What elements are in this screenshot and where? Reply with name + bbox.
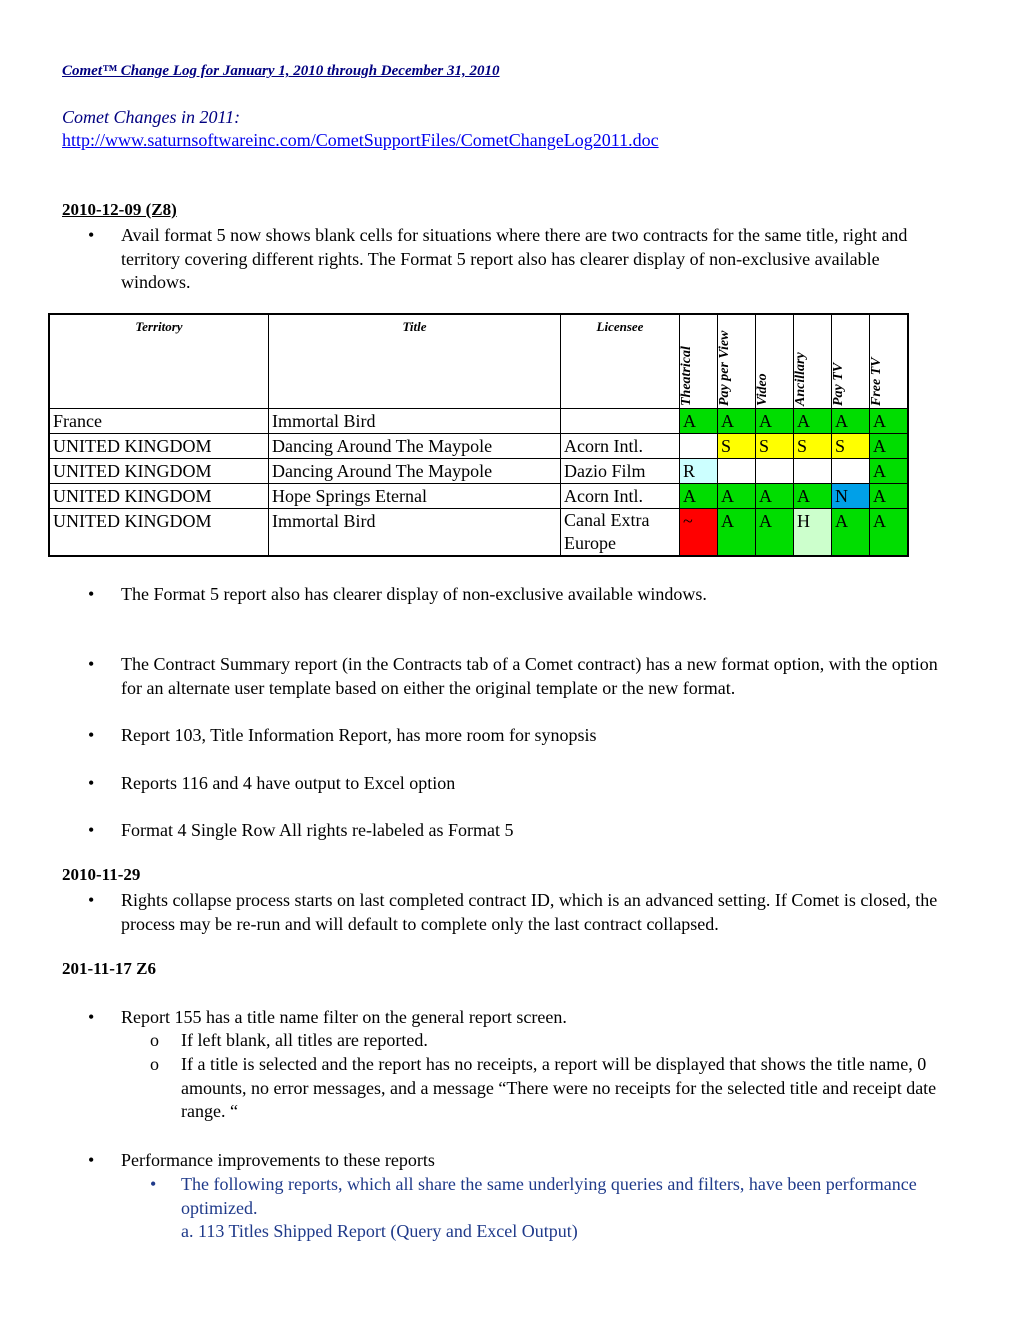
cell-title: Hope Springs Eternal xyxy=(269,484,561,509)
header-territory: Territory xyxy=(135,319,183,334)
bullet-item xyxy=(88,772,928,796)
bullet-icon: • xyxy=(88,584,95,604)
right-cell: A xyxy=(718,484,756,509)
right-cell: A xyxy=(680,409,718,434)
cell-title: Immortal Bird xyxy=(269,409,561,434)
right-cell: A xyxy=(756,509,794,557)
bullet-text: Avail format 5 now shows blank cells for situations where there are two contracts for the same title, right and territory covering different rights. The Format 5 report also has clearer display of non-exclusive available windows. xyxy=(121,225,908,292)
bullet-item xyxy=(88,1149,928,1173)
bullet-item xyxy=(88,583,928,607)
cell-territory: UNITED KINGDOM xyxy=(49,434,269,459)
bullet-icon: • xyxy=(88,225,95,245)
cell-licensee: Canal Extra Europe xyxy=(561,509,680,557)
cell-territory: UNITED KINGDOM xyxy=(49,509,269,557)
circle-bullet-icon: o xyxy=(150,1054,159,1074)
bullet-icon: • xyxy=(88,1150,95,1170)
sub-bullet-text: The following reports, which all share the same underlying queries and filters, have been performance optimized. xyxy=(181,1174,917,1218)
right-cell xyxy=(832,459,870,484)
cell-territory: France xyxy=(49,409,269,434)
bullet-text: Report 103, Title Information Report, has more room for synopsis xyxy=(121,725,597,745)
bullet-text: The Contract Summary report (in the Contracts tab of a Comet contract) has a new format option, with the option for an alternate user template based on either the original template or the new format. xyxy=(121,654,938,698)
right-cell: H xyxy=(794,509,832,557)
right-cell: N xyxy=(832,484,870,509)
avail-format5-table xyxy=(48,313,909,557)
bullet-text: Report 155 has a title name filter on the general report screen. xyxy=(121,1007,567,1027)
table-row xyxy=(49,509,908,557)
cell-title: Dancing Around The Maypole xyxy=(269,434,561,459)
right-cell: A xyxy=(832,409,870,434)
bullet-text: The Format 5 report also has clearer display of non-exclusive available windows. xyxy=(121,584,707,604)
section-heading-201-11-17: 201-11-17 Z6 xyxy=(62,959,156,978)
sub-bullet-text: If left blank, all titles are reported. xyxy=(181,1030,428,1050)
bullet-icon: • xyxy=(88,773,95,793)
cell-licensee xyxy=(561,409,680,434)
sub-bullet-item xyxy=(150,1029,970,1053)
table-row xyxy=(49,459,908,484)
right-cell: S xyxy=(832,434,870,459)
changelog-2011-link[interactable]: http://www.saturnsoftwareinc.com/CometSupportFiles/CometChangeLog2011.doc xyxy=(62,130,659,150)
cell-licensee: Dazio Film xyxy=(561,459,680,484)
bullet-icon: • xyxy=(88,820,95,840)
right-cell: A xyxy=(718,509,756,557)
header-pay-per-view: Pay per View xyxy=(716,330,732,406)
bullet-text: Format 4 Single Row All rights re-labeled as Format 5 xyxy=(121,820,514,840)
bullet-item xyxy=(88,224,928,296)
right-cell xyxy=(794,459,832,484)
header-free-tv: Free TV xyxy=(868,357,884,406)
right-cell: A xyxy=(756,409,794,434)
header-title: Title xyxy=(402,319,427,334)
bullet-icon: • xyxy=(88,1007,95,1027)
bullet-item xyxy=(88,653,968,701)
numbered-item: a. 113 Titles Shipped Report (Query and Excel Output) xyxy=(181,1221,578,1241)
right-cell: S xyxy=(794,434,832,459)
bullet-icon: • xyxy=(88,890,95,910)
right-cell: S xyxy=(718,434,756,459)
doc-title: Comet™ Change Log for January 1, 2010 through December 31, 2010 xyxy=(62,63,500,79)
header-ancillary: Ancillary xyxy=(792,352,808,406)
bullet-item xyxy=(88,889,968,937)
right-cell: A xyxy=(870,409,909,434)
right-cell xyxy=(718,459,756,484)
cell-title: Dancing Around The Maypole xyxy=(269,459,561,484)
table-row xyxy=(49,434,908,459)
right-cell: A xyxy=(756,484,794,509)
right-cell: A xyxy=(870,459,909,484)
right-cell: S xyxy=(756,434,794,459)
header-theatrical: Theatrical xyxy=(678,346,694,406)
cell-territory: UNITED KINGDOM xyxy=(49,459,269,484)
right-cell: A xyxy=(680,484,718,509)
bullet-icon: • xyxy=(88,654,95,674)
right-cell: A xyxy=(832,509,870,557)
doc-subtitle: Comet Changes in 2011: xyxy=(62,107,241,127)
bullet-text: Rights collapse process starts on last completed contract ID, which is an advanced setting. If Comet is closed, the process may be re-run and will default to complete only the last contract collapsed. xyxy=(121,890,938,934)
header-licensee: Licensee xyxy=(596,319,644,334)
section-heading-2010-12-09: 2010-12-09 (Z8) xyxy=(62,200,177,219)
section-heading-2010-11-29: 2010-11-29 xyxy=(62,865,141,884)
cell-title: Immortal Bird xyxy=(269,509,561,557)
right-cell: A xyxy=(718,409,756,434)
right-cell xyxy=(756,459,794,484)
bullet-text: Performance improvements to these reports xyxy=(121,1150,435,1170)
right-cell: A xyxy=(870,509,909,557)
right-cell: A xyxy=(870,484,909,509)
right-cell: ~ xyxy=(680,509,718,557)
right-cell: R xyxy=(680,459,718,484)
cell-licensee: Acorn Intl. xyxy=(561,434,680,459)
sub-bullet-item xyxy=(150,1173,970,1221)
bullet-text: Reports 116 and 4 have output to Excel option xyxy=(121,773,456,793)
right-cell xyxy=(680,434,718,459)
sub-bullet-text: If a title is selected and the report has no receipts, a report will be displayed that shows the title name, 0 amounts, no error messages, and a message “There were no receipts for the selected title and receipt date range. “ xyxy=(181,1054,937,1121)
right-cell: A xyxy=(794,409,832,434)
table-row xyxy=(49,484,908,509)
bullet-icon: • xyxy=(150,1174,157,1194)
bullet-item xyxy=(88,1006,928,1030)
bullet-icon: • xyxy=(88,725,95,745)
table-row xyxy=(49,409,908,434)
bullet-item xyxy=(88,724,928,748)
right-cell: A xyxy=(794,484,832,509)
bullet-item xyxy=(88,819,928,843)
sub-bullet-item xyxy=(150,1053,970,1125)
right-cell: A xyxy=(870,434,909,459)
circle-bullet-icon: o xyxy=(150,1030,159,1050)
cell-territory: UNITED KINGDOM xyxy=(49,484,269,509)
header-video: Video xyxy=(754,373,770,406)
cell-licensee: Acorn Intl. xyxy=(561,484,680,509)
table-header-row xyxy=(49,314,908,409)
header-pay-tv: Pay TV xyxy=(830,362,846,406)
